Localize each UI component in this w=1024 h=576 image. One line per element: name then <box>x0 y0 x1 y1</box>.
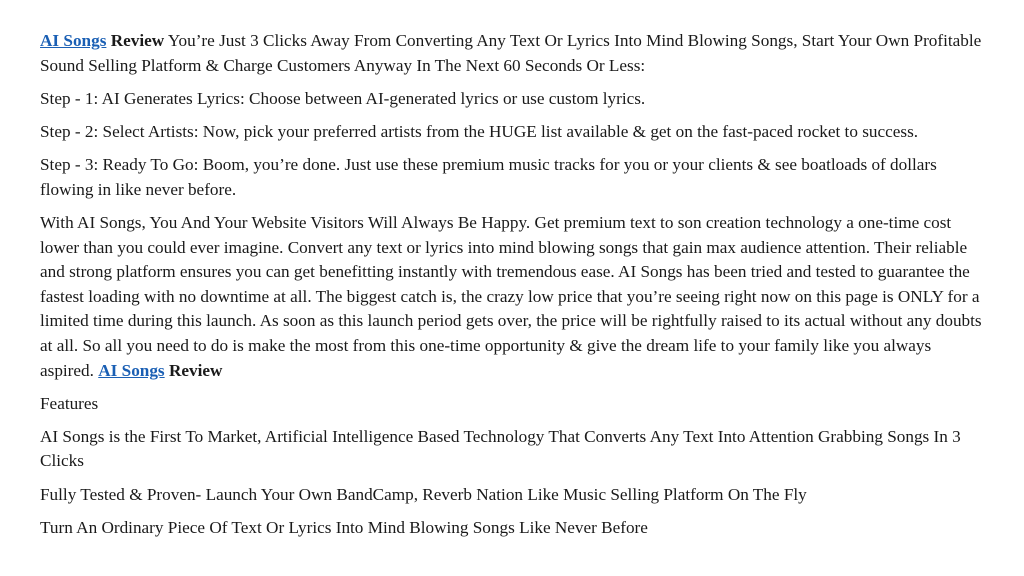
step-2: Step - 2: Select Artists: Now, pick your preferred artists from the HUGE list available & get on the fast-paced rocket to success. <box>40 121 919 141</box>
step-1: Step - 1: AI Generates Lyrics: Choose between AI-generated lyrics or use custom lyrics. <box>40 88 646 108</box>
body-paragraph <box>40 211 984 383</box>
article-body <box>40 29 984 549</box>
features-heading: Features <box>40 393 99 413</box>
intro-text: You’re Just 3 Clicks Away From Converting Any Text Or Lyrics Into Mind Blowing Songs, Start Your Own Profitable Sound Selling Platform & Charge Customers Anyway In The Next 60 Seconds Or Less: <box>40 31 982 75</box>
feature-item-3: Turn An Ordinary Piece Of Text Or Lyrics Into Mind Blowing Songs Like Never Before <box>40 517 648 537</box>
feature-item-1: AI Songs is the First To Market, Artificial Intelligence Based Technology That Converts Any Text Into Attention Grabbing Songs In 3 Clicks <box>40 426 961 471</box>
review-label-inline: Review <box>168 360 223 380</box>
body-text: With AI Songs, You And Your Website Visitors Will Always Be Happy. Get premium text to son creation technology a one-time cost lower than you could ever imagine. Convert any text or lyrics into mind blowing songs that gain max audience attention. Their reliable and strong platform ensures you can get benefitting instantly with tremendous ease. AI Songs has been tried and tested to guarantee the fastest loading with no downtime at all. The biggest catch is, the crazy low price that you’re seeing right now on this page is ONLY for a limited time during this launch. As soon as this launch period gets over, the price will be rightfully raised to its actual without any doubts at all. So all you need to do is make the most from this one-time opportunity & give the dream life to your family like you always aspired. <box>40 212 982 380</box>
intro-paragraph <box>40 29 984 78</box>
review-label: Review <box>110 31 165 50</box>
ai-songs-link-inline[interactable]: AI Songs <box>98 360 165 380</box>
ai-songs-link[interactable]: AI Songs <box>40 31 107 50</box>
feature-item-2: Fully Tested & Proven- Launch Your Own BandCamp, Reverb Nation Like Music Selling Platform On The Fly <box>40 484 807 504</box>
step-3: Step - 3: Ready To Go: Boom, you’re done. Just use these premium music tracks for you or your clients & see boatloads of dollars flowing in like never before. <box>40 155 937 199</box>
